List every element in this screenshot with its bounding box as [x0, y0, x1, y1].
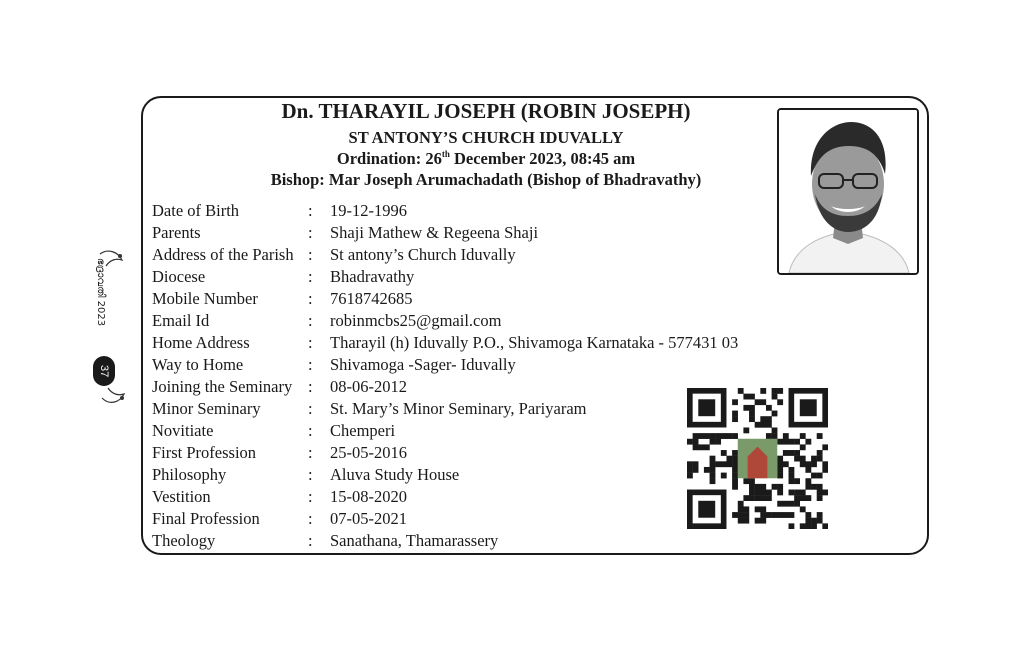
- ordination-line: [141, 149, 831, 169]
- detail-label: Email Id: [152, 311, 210, 330]
- qr-code: [687, 388, 828, 529]
- bishop-line: Bishop: Mar Joseph Arumachadath (Bishop of Bhadravathy): [270, 170, 702, 189]
- detail-label: Philosophy: [152, 465, 227, 484]
- detail-value: 08-06-2012: [330, 377, 407, 396]
- church-name: ST ANTONY’S CHURCH IDUVALLY: [348, 128, 624, 147]
- detail-label: Novitiate: [152, 421, 214, 440]
- detail-label: Address of the Parish: [152, 245, 294, 264]
- detail-value: 19-12-1996: [330, 201, 407, 220]
- detail-row: [152, 530, 792, 552]
- detail-label: Date of Birth: [152, 201, 240, 220]
- detail-separator: :: [308, 355, 313, 374]
- detail-separator: :: [308, 333, 313, 352]
- detail-row: [152, 354, 792, 376]
- detail-separator: :: [308, 531, 313, 550]
- detail-separator: :: [308, 311, 313, 330]
- detail-separator: :: [308, 201, 313, 220]
- detail-separator: :: [308, 289, 313, 308]
- detail-label: Final Profession: [152, 509, 260, 528]
- detail-row: [152, 266, 792, 288]
- detail-value: Bhadravathy: [330, 267, 415, 286]
- detail-separator: :: [308, 223, 313, 242]
- detail-row: [152, 332, 792, 354]
- detail-separator: :: [308, 487, 313, 506]
- portrait-image: [779, 110, 917, 273]
- detail-value: St. Mary’s Minor Seminary, Pariyaram: [330, 399, 587, 418]
- detail-row: [152, 244, 792, 266]
- detail-value: Aluva Study House: [330, 465, 460, 484]
- detail-row: [152, 222, 792, 244]
- detail-row: [152, 288, 792, 310]
- detail-label: Joining the Seminary: [152, 377, 293, 396]
- ordination-suffix: th: [441, 149, 450, 159]
- detail-label: First Profession: [152, 443, 257, 462]
- detail-separator: :: [308, 399, 313, 418]
- detail-label: Parents: [152, 223, 201, 242]
- detail-value: 07-05-2021: [330, 509, 407, 528]
- detail-separator: :: [308, 267, 313, 286]
- detail-separator: :: [308, 377, 313, 396]
- detail-separator: :: [308, 509, 313, 528]
- detail-value: Chemperi: [330, 421, 396, 440]
- detail-value: 25-05-2016: [330, 443, 407, 462]
- detail-value: robinmcbs25@gmail.com: [330, 311, 502, 330]
- detail-label: Theology: [152, 531, 216, 550]
- detail-value: 15-08-2020: [330, 487, 407, 506]
- detail-value: Sanathana, Thamarassery: [330, 531, 499, 550]
- ordination-date: December 2023, 08:45 am: [449, 149, 636, 168]
- detail-value: Shivamoga -Sager- Iduvally: [330, 355, 516, 374]
- detail-row: [152, 200, 792, 222]
- detail-row: [152, 310, 792, 332]
- ordination-label: Ordination: 26: [336, 149, 442, 168]
- detail-label: Minor Seminary: [152, 399, 261, 418]
- candidate-name: Dn. THARAYIL JOSEPH (ROBIN JOSEPH): [281, 99, 691, 123]
- detail-separator: :: [308, 465, 313, 484]
- detail-separator: :: [308, 245, 313, 264]
- detail-label: Mobile Number: [152, 289, 258, 308]
- detail-value: Tharayil (h) Iduvally P.O., Shivamoga Karnataka - 577431 03: [330, 333, 739, 352]
- detail-value: St antony’s Church Iduvally: [330, 245, 516, 264]
- portrait-photo: [777, 108, 919, 275]
- detail-separator: :: [308, 443, 313, 462]
- qr-center-image: [738, 439, 777, 478]
- detail-separator: :: [308, 421, 313, 440]
- detail-value: Shaji Mathew & Regeena Shaji: [330, 223, 539, 242]
- side-caption: ഭദ്രാവതി 2023: [95, 258, 106, 327]
- detail-label: Vestition: [152, 487, 211, 506]
- page-number-badge: 37: [93, 356, 115, 386]
- detail-label: Way to Home: [152, 355, 244, 374]
- detail-label: Diocese: [152, 267, 206, 286]
- detail-label: Home Address: [152, 333, 250, 352]
- detail-value: 7618742685: [330, 289, 413, 308]
